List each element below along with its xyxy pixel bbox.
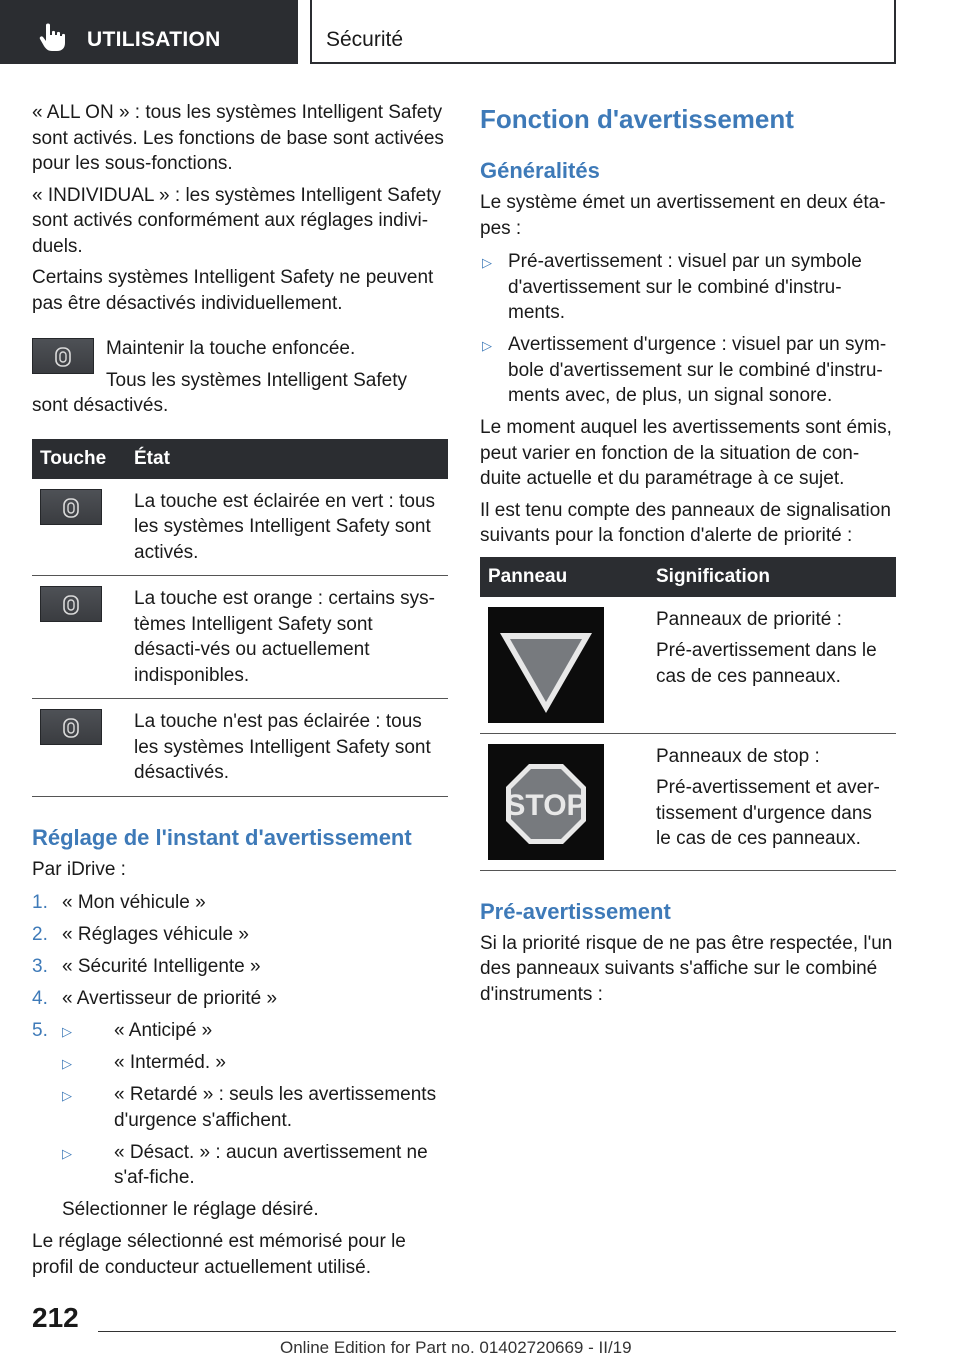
heading-warning-function: Fonction d'avertissement [480, 104, 794, 134]
yield-sign-icon [488, 607, 604, 723]
intelligent-safety-button-icon [40, 709, 102, 745]
paragraph-saved: Le réglage sélectionné est mémorisé pour le profil de conducteur actuellement utilisé. [32, 1231, 406, 1278]
button-state-table [32, 439, 448, 797]
page-number: 212 [32, 1302, 79, 1333]
stop-sign-text: STOP [505, 788, 587, 822]
paragraph-two-stages: Le système émet un avertissement en deux éta-pes : [480, 192, 886, 239]
sign-meaning-text: Pré-avertissement et aver-tissement d'urgence dans le cas de ces panneaux. [656, 777, 880, 849]
table-row [480, 733, 896, 870]
list-item: ▷ Pré-avertissement : visuel par un symbole d'avertissement sur le combiné d'instru-ments. [482, 251, 862, 323]
heading-warning-timing: Réglage de l'instant d'avertissement [32, 824, 412, 850]
triangle-bullet-icon: ▷ [62, 1024, 72, 1039]
list-item: ▷ Avertissement d'urgence : visuel par un sym-bole d'avertissement sur le combiné d'instru-ments avec, de plus, un signal sonore. [482, 334, 887, 406]
right-column [480, 100, 896, 1013]
triangle-bullet-icon: ▷ [62, 1088, 72, 1103]
hand-pointer-icon [36, 22, 70, 52]
paragraph-individual: « INDIVIDUAL » : les systèmes Intelligent Safety sont activés conformément aux réglages indivi-duels. [32, 184, 442, 257]
heading-general: Généralités [480, 158, 600, 183]
left-column [32, 100, 448, 1286]
list-item: ▷ « Désact. » : aucun avertissement ne s'af-fiche. [62, 1141, 428, 1188]
table-row [32, 576, 448, 699]
triangle-bullet-icon: ▷ [482, 338, 492, 353]
table-header-signification: Signification [648, 557, 896, 597]
triangle-bullet-icon: ▷ [482, 255, 492, 270]
paragraph-all-on: « ALL ON » : tous les systèmes Intelligent Safety sont activés. Les fonctions de base sont activées pour les sous-fonctions. [32, 102, 444, 174]
hold-result: Tous les systèmes Intelligent Safety sont désactivés. [32, 369, 407, 416]
hold-button-block [32, 336, 448, 419]
list-item: ▷ « Retardé » : seuls les avertissements d'urgence s'affichent. [62, 1084, 437, 1131]
sign-meaning-title: Panneaux de stop : [656, 745, 820, 767]
stages-list [480, 249, 896, 409]
paragraph-pre-warning: Si la priorité risque de ne pas être respectée, l'un des panneaux suivants s'affiche sur le combiné d'instruments : [480, 932, 893, 1005]
table-row [480, 597, 896, 734]
chapter-tab [0, 0, 298, 64]
section-label: Sécurité [326, 28, 404, 51]
paragraph-moment: Le moment auquel les avertissements sont émis, peut varier en fonction de la situation de con-duite actuelle et du paramétrage à ce sujet. [480, 417, 892, 489]
state-text: La touche est orange : certains sys-tèmes Intelligent Safety sont désacti-vés ou actuellement indisponibles. [126, 576, 448, 699]
paragraph-signs: Il est tenu compte des panneaux de signalisation suivants pour la fonction d'alerte de priorité : [480, 499, 891, 546]
chapter-label: UTILISATION [87, 28, 221, 51]
by-idrive-label: Par iDrive : [32, 858, 126, 880]
list-item: 5. ▷ « Anticipé » [32, 1018, 448, 1044]
heading-pre-warning: Pré-avertissement [480, 898, 671, 924]
state-text: La touche n'est pas éclairée : tous les systèmes Intelligent Safety sont désactivés. [126, 699, 448, 797]
table-header-touche: Touche [32, 439, 126, 479]
intelligent-safety-button-icon [32, 338, 94, 374]
table-row [32, 699, 448, 797]
stop-sign-icon [488, 744, 604, 860]
paragraph-cannot-disable: Certains systèmes Intelligent Safety ne peuvent pas être désactivés individuellement. [32, 267, 434, 314]
steps-list [32, 890, 448, 1223]
sign-meaning-title: Panneaux de priorité : [656, 608, 842, 630]
hold-instruction: Maintenir la touche enfoncée. [106, 338, 356, 359]
sign-meaning-text: Pré-avertissement dans le cas de ces panneaux. [656, 640, 877, 687]
list-item: 4. « Avertisseur de priorité » [32, 988, 278, 1009]
table-row [32, 479, 448, 576]
footer-divider [98, 1331, 896, 1332]
state-text: La touche est éclairée en vert : tous les systèmes Intelligent Safety sont activés. [126, 479, 448, 576]
triangle-bullet-icon: ▷ [62, 1145, 72, 1161]
edition-text: Online Edition for Part no. 01402720669 - II/19 [280, 1338, 632, 1357]
list-item: 1. « Mon véhicule » [32, 892, 206, 913]
list-item: 3. « Sécurité Intelligente » [32, 956, 261, 977]
table-header-panneau: Panneau [480, 557, 648, 597]
list-item: ▷ « Interméd. » [32, 1050, 448, 1076]
signs-table [480, 557, 896, 871]
intelligent-safety-button-icon [40, 586, 102, 622]
section-tab [310, 0, 896, 64]
intelligent-safety-button-icon [40, 489, 102, 525]
table-header-etat: État [126, 439, 448, 479]
triangle-bullet-icon: ▷ [62, 1056, 72, 1071]
list-item: Sélectionner le réglage désiré. [62, 1199, 319, 1220]
list-item: 2. « Réglages véhicule » [32, 924, 249, 945]
